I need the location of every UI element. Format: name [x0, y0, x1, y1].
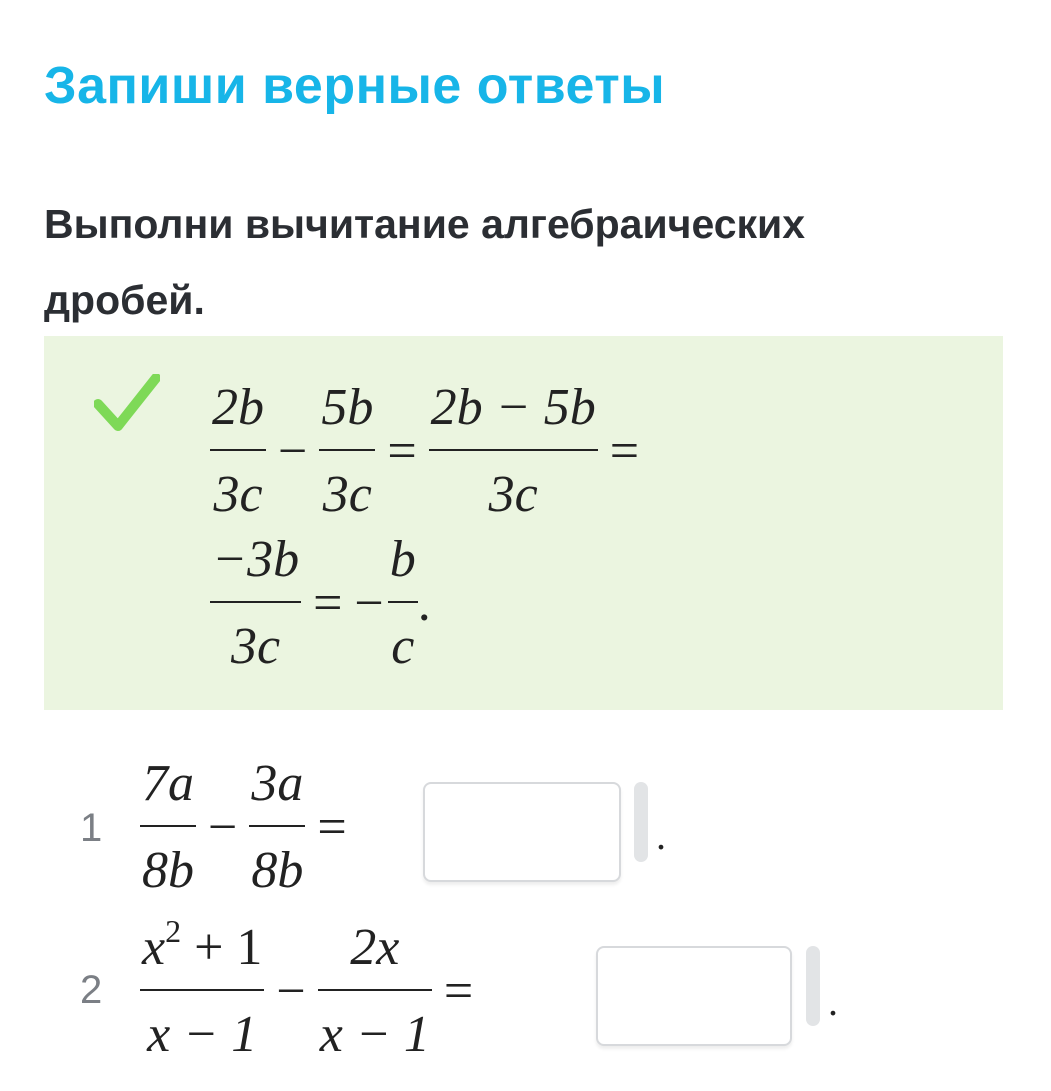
- equals-sign: =: [387, 422, 417, 480]
- equals-sign: =: [313, 574, 343, 632]
- minus-sign: −: [276, 962, 306, 1020]
- fraction: $\frac{7a}{8b}$: [142, 755, 194, 899]
- question-1-expression: [140, 754, 359, 900]
- checkmark-icon: [94, 374, 160, 432]
- solved-example: [44, 336, 1003, 710]
- fraction: $\frac{2b}{3c}$: [212, 379, 264, 523]
- fraction: $\frac{3a}{8b}$: [251, 755, 304, 899]
- question-2-expression: [140, 913, 485, 1064]
- equals-sign: =: [443, 962, 474, 1020]
- equals-sign: =: [317, 798, 347, 856]
- answer-resize-handle[interactable]: [806, 946, 820, 1026]
- fraction: $\frac{2x}{x - 1}$: [319, 919, 430, 1063]
- fraction: $\frac{-3b}{3c}$: [212, 531, 300, 675]
- minus-sign: −: [278, 422, 308, 480]
- equals-sign: =: [609, 422, 640, 480]
- answer-input-2[interactable]: [596, 946, 792, 1046]
- period: .: [656, 813, 666, 858]
- fraction: $\frac{2b - 5b}{3c}$: [430, 379, 596, 523]
- fraction: $\frac{x^2 + 1}{x - 1}$: [142, 913, 263, 1063]
- minus-sign: −: [208, 798, 238, 856]
- minus-sign: −: [354, 574, 384, 632]
- answer-input-1[interactable]: [423, 782, 621, 882]
- example-step-2: [210, 530, 431, 676]
- period: .: [417, 574, 431, 632]
- question-number: 1: [80, 806, 103, 850]
- question-number: 2: [80, 968, 103, 1012]
- answer-resize-handle[interactable]: [634, 782, 648, 862]
- example-step-1: [210, 378, 651, 524]
- page-title: Запиши верные ответы: [44, 57, 666, 115]
- fraction: $\frac{b}{c}$: [389, 531, 416, 675]
- period: .: [828, 979, 838, 1024]
- task-instruction: Выполни вычитание алгебраических дробей.: [44, 201, 806, 323]
- fraction: $\frac{5b}{3c}$: [321, 379, 374, 523]
